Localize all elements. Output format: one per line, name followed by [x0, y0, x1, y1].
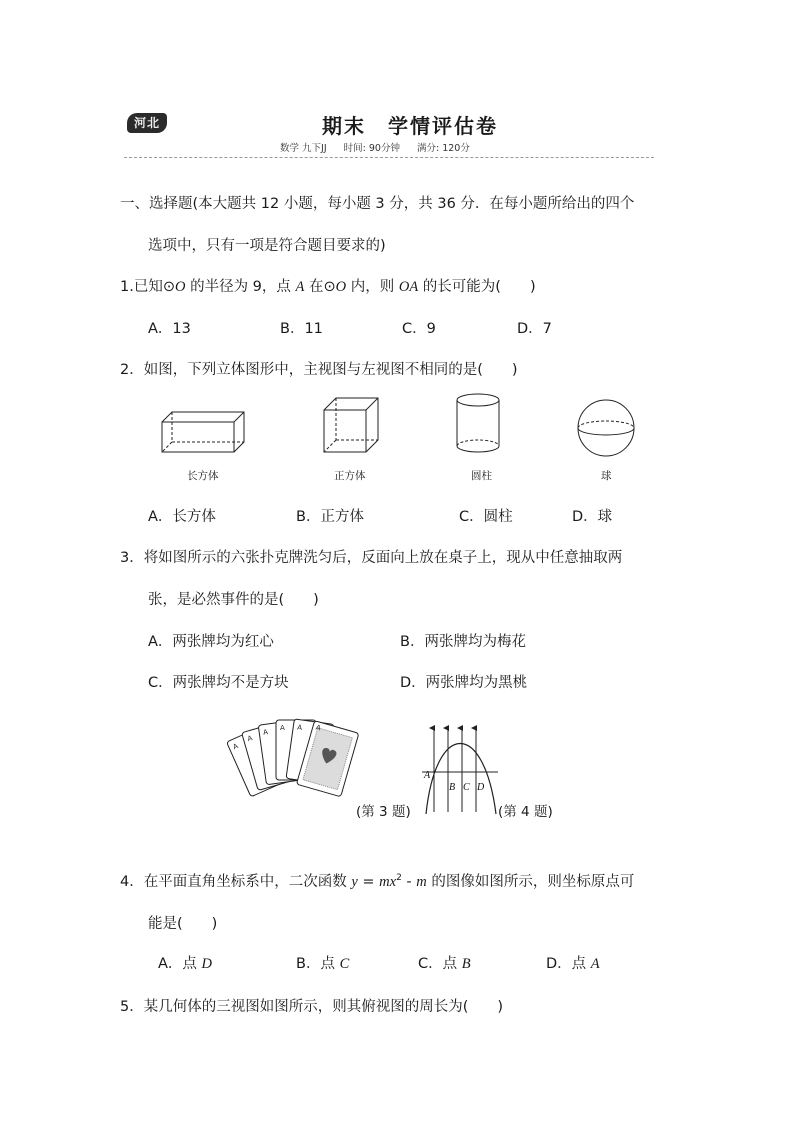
- q4-option-a-label: A．点: [158, 956, 202, 972]
- q1-text: 在⊙: [304, 279, 336, 295]
- section-heading-line2: 选项中，只有一项是符合题目要求的): [148, 238, 386, 254]
- point-a-label: A: [424, 770, 431, 781]
- point-d-label: D: [477, 782, 485, 793]
- cylinder-label: 圆柱: [471, 470, 492, 482]
- q3-option-a[interactable]: A．两张牌均为红心: [148, 634, 274, 650]
- q2-option-c[interactable]: C．圆柱: [459, 509, 513, 525]
- cuboid-label: 长方体: [187, 470, 219, 482]
- q4-option-d[interactable]: [546, 952, 600, 973]
- q1-var-oa: OA: [398, 279, 419, 295]
- q4-option-b[interactable]: [296, 952, 349, 973]
- q4-eq-y: y: [351, 874, 358, 890]
- playing-cards-figure: [231, 708, 360, 812]
- figure-4-caption: (第 4 题): [498, 804, 553, 820]
- q4-option-d-var: A: [590, 956, 600, 972]
- cube-shape: [324, 398, 378, 452]
- sphere-label: 球: [601, 470, 612, 482]
- figure-3-caption: (第 3 题): [356, 804, 411, 820]
- q4-eq-mx: mx: [379, 874, 397, 890]
- q4-option-c-var: B: [461, 956, 471, 972]
- question-4-line2: 能是( ): [148, 916, 218, 932]
- q1-option-d[interactable]: D．7: [517, 321, 552, 337]
- q4-text: 4．在平面直角坐标系中，二次函数: [120, 874, 352, 890]
- question-4-line1: [120, 870, 634, 891]
- q4-option-b-label: B．点: [296, 956, 340, 972]
- q3-option-c[interactable]: C．两张牌均不是方块: [148, 675, 289, 691]
- q4-option-c-label: C．点: [418, 956, 462, 972]
- q1-text: 的长可能为( ): [418, 279, 536, 295]
- question-3-line1: 3．将如图所示的六张扑克牌洗匀后，反面向上放在桌子上，现从中任意抽取两: [120, 550, 623, 566]
- q4-option-c[interactable]: [418, 952, 471, 973]
- question-1-stem: [120, 275, 536, 296]
- parabola-figure: [418, 722, 502, 816]
- q1-option-c[interactable]: C．9: [402, 321, 436, 337]
- svg-text:A: A: [280, 724, 285, 732]
- point-b-label: B: [449, 782, 456, 793]
- q1-text: 内，则: [346, 279, 399, 295]
- time-label: 时间: 90分钟: [343, 143, 400, 154]
- q4-eq-exponent: 2: [396, 873, 402, 884]
- cylinder-shape: [457, 394, 499, 452]
- question-3-line2: 张，是必然事件的是( ): [148, 592, 319, 608]
- cube-label: 正方体: [334, 470, 366, 482]
- exam-info: [280, 140, 484, 154]
- q4-eq-minus: -: [401, 874, 417, 890]
- region-badge: 河北: [127, 113, 167, 133]
- sphere-shape: [578, 400, 634, 456]
- svg-text:A: A: [296, 723, 303, 733]
- q3-option-b[interactable]: B．两张牌均为梅花: [400, 634, 526, 650]
- q1-text: 的半径为 9，点: [185, 279, 296, 295]
- q4-option-a[interactable]: [158, 952, 212, 973]
- q1-option-b[interactable]: B．11: [280, 321, 323, 337]
- question-5-stem: 5．某几何体的三视图如图所示，则其俯视图的周长为( ): [120, 999, 504, 1015]
- q4-text: 的图像如图所示，则坐标原点可: [426, 874, 635, 890]
- svg-text:A: A: [246, 734, 254, 744]
- q1-var-o: O: [335, 279, 347, 295]
- parabola-curve: [426, 744, 496, 815]
- subject-label: 数学 九下JJ: [280, 143, 327, 154]
- q1-text: 1.已知⊙: [120, 279, 175, 295]
- q3-option-d[interactable]: D．两张牌均为黑桃: [400, 675, 528, 691]
- q2-option-d[interactable]: D．球: [572, 509, 613, 525]
- cuboid-shape: [162, 412, 244, 452]
- q4-option-b-var: C: [339, 956, 350, 972]
- svg-text:A: A: [262, 728, 269, 737]
- question-2-stem: 2．如图，下列立体图形中，主视图与左视图不相同的是( ): [120, 362, 518, 378]
- svg-text:A: A: [314, 723, 322, 733]
- q1-var-a: A: [295, 279, 305, 295]
- point-c-label: C: [463, 782, 470, 793]
- q2-option-a[interactable]: A．长方体: [148, 509, 216, 525]
- page-title: 期末 学情评估卷: [322, 114, 498, 138]
- q4-option-a-var: D: [201, 956, 213, 972]
- q1-option-a[interactable]: A．13: [148, 321, 191, 337]
- svg-text:A: A: [231, 742, 240, 752]
- section-heading-line1: 一、选择题(本大题共 12 小题，每小题 3 分，共 36 分．在每小题所给出的四个: [120, 196, 635, 212]
- q4-option-d-label: D．点: [546, 956, 591, 972]
- q2-option-b[interactable]: B．正方体: [296, 509, 364, 525]
- header-divider: [124, 157, 654, 158]
- score-label: 满分: 120分: [417, 143, 470, 154]
- q4-eq-equals: =: [357, 874, 380, 890]
- q1-var-o: O: [174, 279, 186, 295]
- q4-eq-m: m: [416, 874, 427, 890]
- q2-solids-figure: [150, 390, 650, 460]
